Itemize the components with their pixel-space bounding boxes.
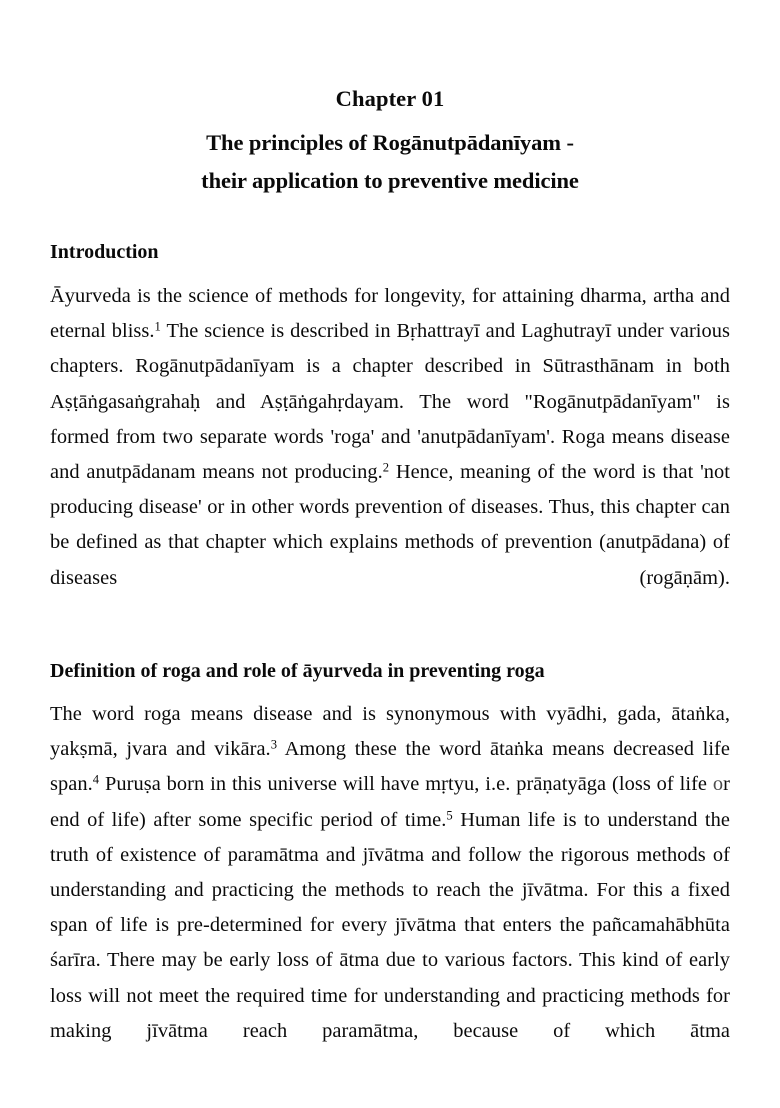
chapter-heading-block — [50, 0, 730, 200]
chapter-number: Chapter 01 — [335, 86, 445, 111]
introduction-paragraph — [50, 279, 730, 631]
text-column — [50, 0, 730, 1084]
intro-text-part-1: Āyurveda is the science of methods for longevity, for attaining dharma, artha and eternal bliss. — [50, 285, 730, 343]
footnote-marker-5: 5 — [446, 808, 453, 823]
footnote-marker-3: 3 — [270, 737, 278, 752]
definition-text-part-5: Human life is to understand the truth of existence of paramātma and jīvātma and follow the rigorous methods of understanding and practicing the methods to reach the jīvātma. For this a fixed span of life is pre-determined for every jīvātma that enters the pañcamahābhūta śarīra. There may be early loss of ātma due to various factors. This kind of early loss will not meet the required time for understanding and practicing methods for making jīvātma reach paramātma, because of which ātma — [50, 808, 730, 1042]
definition-text-part-2: Among these the word ātaṅka means decreased life span. — [50, 738, 730, 796]
footnote-marker-2: 2 — [382, 460, 390, 475]
intro-text-part-2: The science is described in Bṛhattrayī and Laghutrayī under various chapters. Rogānutpādanīyam is a chapter described in Sūtrasthānam in both Aṣṭāṅgasaṅgrahaḥ and Aṣṭāṅgahṛdayam. The word "Rogānutpādanīyam" is formed from two separate words 'roga' and 'anutpādanīyam'. Roga means disease and anutpādanam means not producing. — [50, 320, 730, 484]
definition-paragraph — [50, 697, 730, 1084]
definition-text-part-4: r end of life) after some specific period of time. — [50, 773, 730, 831]
footnote-marker-1: 1 — [154, 319, 161, 334]
chapter-title-line-2: their application to preventive medicine — [201, 168, 579, 193]
faint-scan-glyph: o — [712, 773, 724, 796]
definition-text-part-1: The word roga means disease and is synonymous with vyādhi, gada, ātaṅka, yakṣmā, jvara and vikāra. — [50, 703, 730, 761]
chapter-title-line-1: The principles of Rogānutpādanīyam - — [206, 130, 574, 155]
chapter-title — [50, 114, 730, 200]
footnote-marker-4: 4 — [92, 772, 100, 787]
intro-text-part-3: Hence, meaning of the word is that 'not producing disease' or in other words prevention of diseases. Thus, this chapter can be defined as that chapter which explains methods of prevention (anutpādana) of diseases (rogāṇām). — [50, 461, 731, 589]
section-heading-definition: Definition of roga and role of āyurveda in preventing roga — [50, 660, 545, 683]
section-heading-introduction: Introduction — [50, 241, 159, 263]
definition-text-part-3: Puruṣa born in this universe will have mṛtyu, i.e. prāṇatyāga (loss of life — [99, 773, 713, 796]
